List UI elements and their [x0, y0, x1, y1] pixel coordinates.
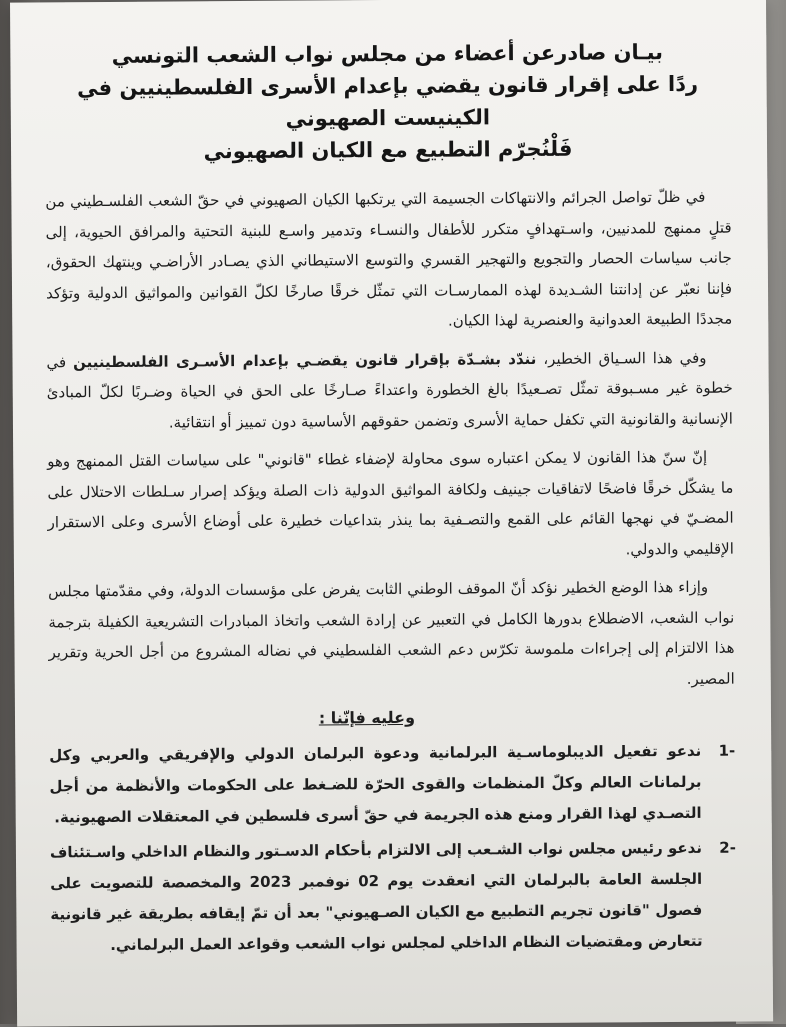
paragraph-2-prefix: وفي هذا السـياق الخطير، [536, 348, 707, 368]
paragraph-4: وإزاء هذا الوضع الخطير نؤكد أنّ الموقف الوطني الثابت يفرض على مؤسسات الدولة، وفي مقدّمتها مجلس نواب الشعب، الاضطلاع بدورها الكامل في التعبير عن إرادة الشعب واتخاذ المبادرات التشريعية الكفيلة بترجمة هذا الالتزام إلى إجراءات ملموسة تكرّس دعم الشعب الفلسطيني في نضاله المشروع من أجل الحرية وتقرير المصير. [48, 577, 735, 688]
document-content [44, 36, 736, 966]
list-item-text: ندعو تفعيل الديبلوماسـية البرلمانية ودعوة البرلمان الدولي والإفريقي والعربي وكل برلمانات العالم وكلّ المنظمات والقوى الحرّة للضـغط على الحكومات والأنظمة من أجل التصـدي لهذا القرار ومنع هذه الجريمة في حقّ أسرى فلسطين في المعتقلات الصهيونية. [49, 741, 702, 827]
document-title: بيـان صادرعن أعضاء من مجلس نواب الشعب التونسي [111, 40, 664, 68]
list-item [50, 833, 737, 962]
therefore-heading [49, 702, 735, 735]
document-sheet [10, 0, 773, 1027]
list-item [49, 736, 736, 834]
title-block [44, 36, 731, 169]
paragraph-2-emphasis: نندّد بشـدّة بإقرار قانون يقضـي بإعدام الأسـرى الفلسطينيين [73, 349, 537, 371]
list-item-number: -2 [719, 838, 736, 857]
demands-list [49, 736, 737, 962]
paragraph-1: في ظلّ تواصل الجرائم والانتهاكات الجسيمة التي يرتكبها الكيان الصهيوني في حقّ الشعب الفلسـطيني من قتلٍ ممنهج للمدنيين، واسـتهدافٍ متكرر للأطفال والنسـاء وتدمير واسـع للبنية التحتية والمرافق الحيوية، إلى جانب سياسات الحصار والتجويع والتهجير القسري والتوسع الاستيطاني الذي يصـادر الأراضـي وينتهك الحقوق، فإننا نعبّر عن إدانتنا الشـديدة لهذه الممارسـات التي تمثّل خرقًا صارخًا لكلّ القوانين والمواثيق الدولية وتؤكد مجددًا الطبيعة العدوانية والعنصرية لهذا الكيان. [45, 187, 733, 330]
list-item-number: -1 [718, 741, 736, 760]
paragraph-2 [46, 342, 733, 438]
paragraph-2-rest: في خطوة غير مسـبوقة تمثّل تصـعيدًا بالغ الخطورة واعتداءً صـارخًا على الحق في الحياة وضـربًا لكلّ المبادئ الإنسانية والقانونية التي تكفل حماية الأسرى وتضمن حقوقهم الأساسية دون تمييز أو انتقائية. [46, 352, 733, 432]
paragraph-3: إنّ سنّ هذا القانون لا يمكن اعتباره سوى محاولة لإضفاء غطاء "قانوني" على سياسات القتل الممنهج وهو ما يشكّل خرقًا فاضحًا لاتفاقيات جينيف ولكافة المواثيق الدولية ذات الصلة ويؤكد إصرار سـلطات الاحتلال على المضـيّ في نهجها القائم على القمع والتصـفية بما ينذر بتداعيات خطيرة على أوضاع الأسرى وعلى الاستقرار الإقليمي والدولي. [47, 447, 734, 558]
therefore-label: وعليه فإنّنا : [318, 707, 416, 728]
list-item-text: ندعو رئيس مجلس نواب الشـعب إلى الالتزام بأحكام الدسـتور والنظام الداخلي واسـتئناف الجلسة العامة بالبرلمان التي انعقدت يوم 02 نوفمبر 2023 والمخصصة للتصويت على فصول "قانون تجريم التطبيع مع الكيان الصـهيوني" بعد أن تمّ إيقافه بطريقة غير قانونية تتعارض ومقتضيات النظام الداخلي لمجلس نواب الشعب وقواعد العمل البرلماني. [49, 838, 703, 954]
document-slogan: فَلْنُجرّم التطبيع مع الكيان الصهيوني [203, 136, 573, 164]
document-subtitle: ردًا على إقرار قانون يقضي بإعدام الأسرى الفلسطينيين في الكينيست الصهيوني [77, 71, 699, 131]
